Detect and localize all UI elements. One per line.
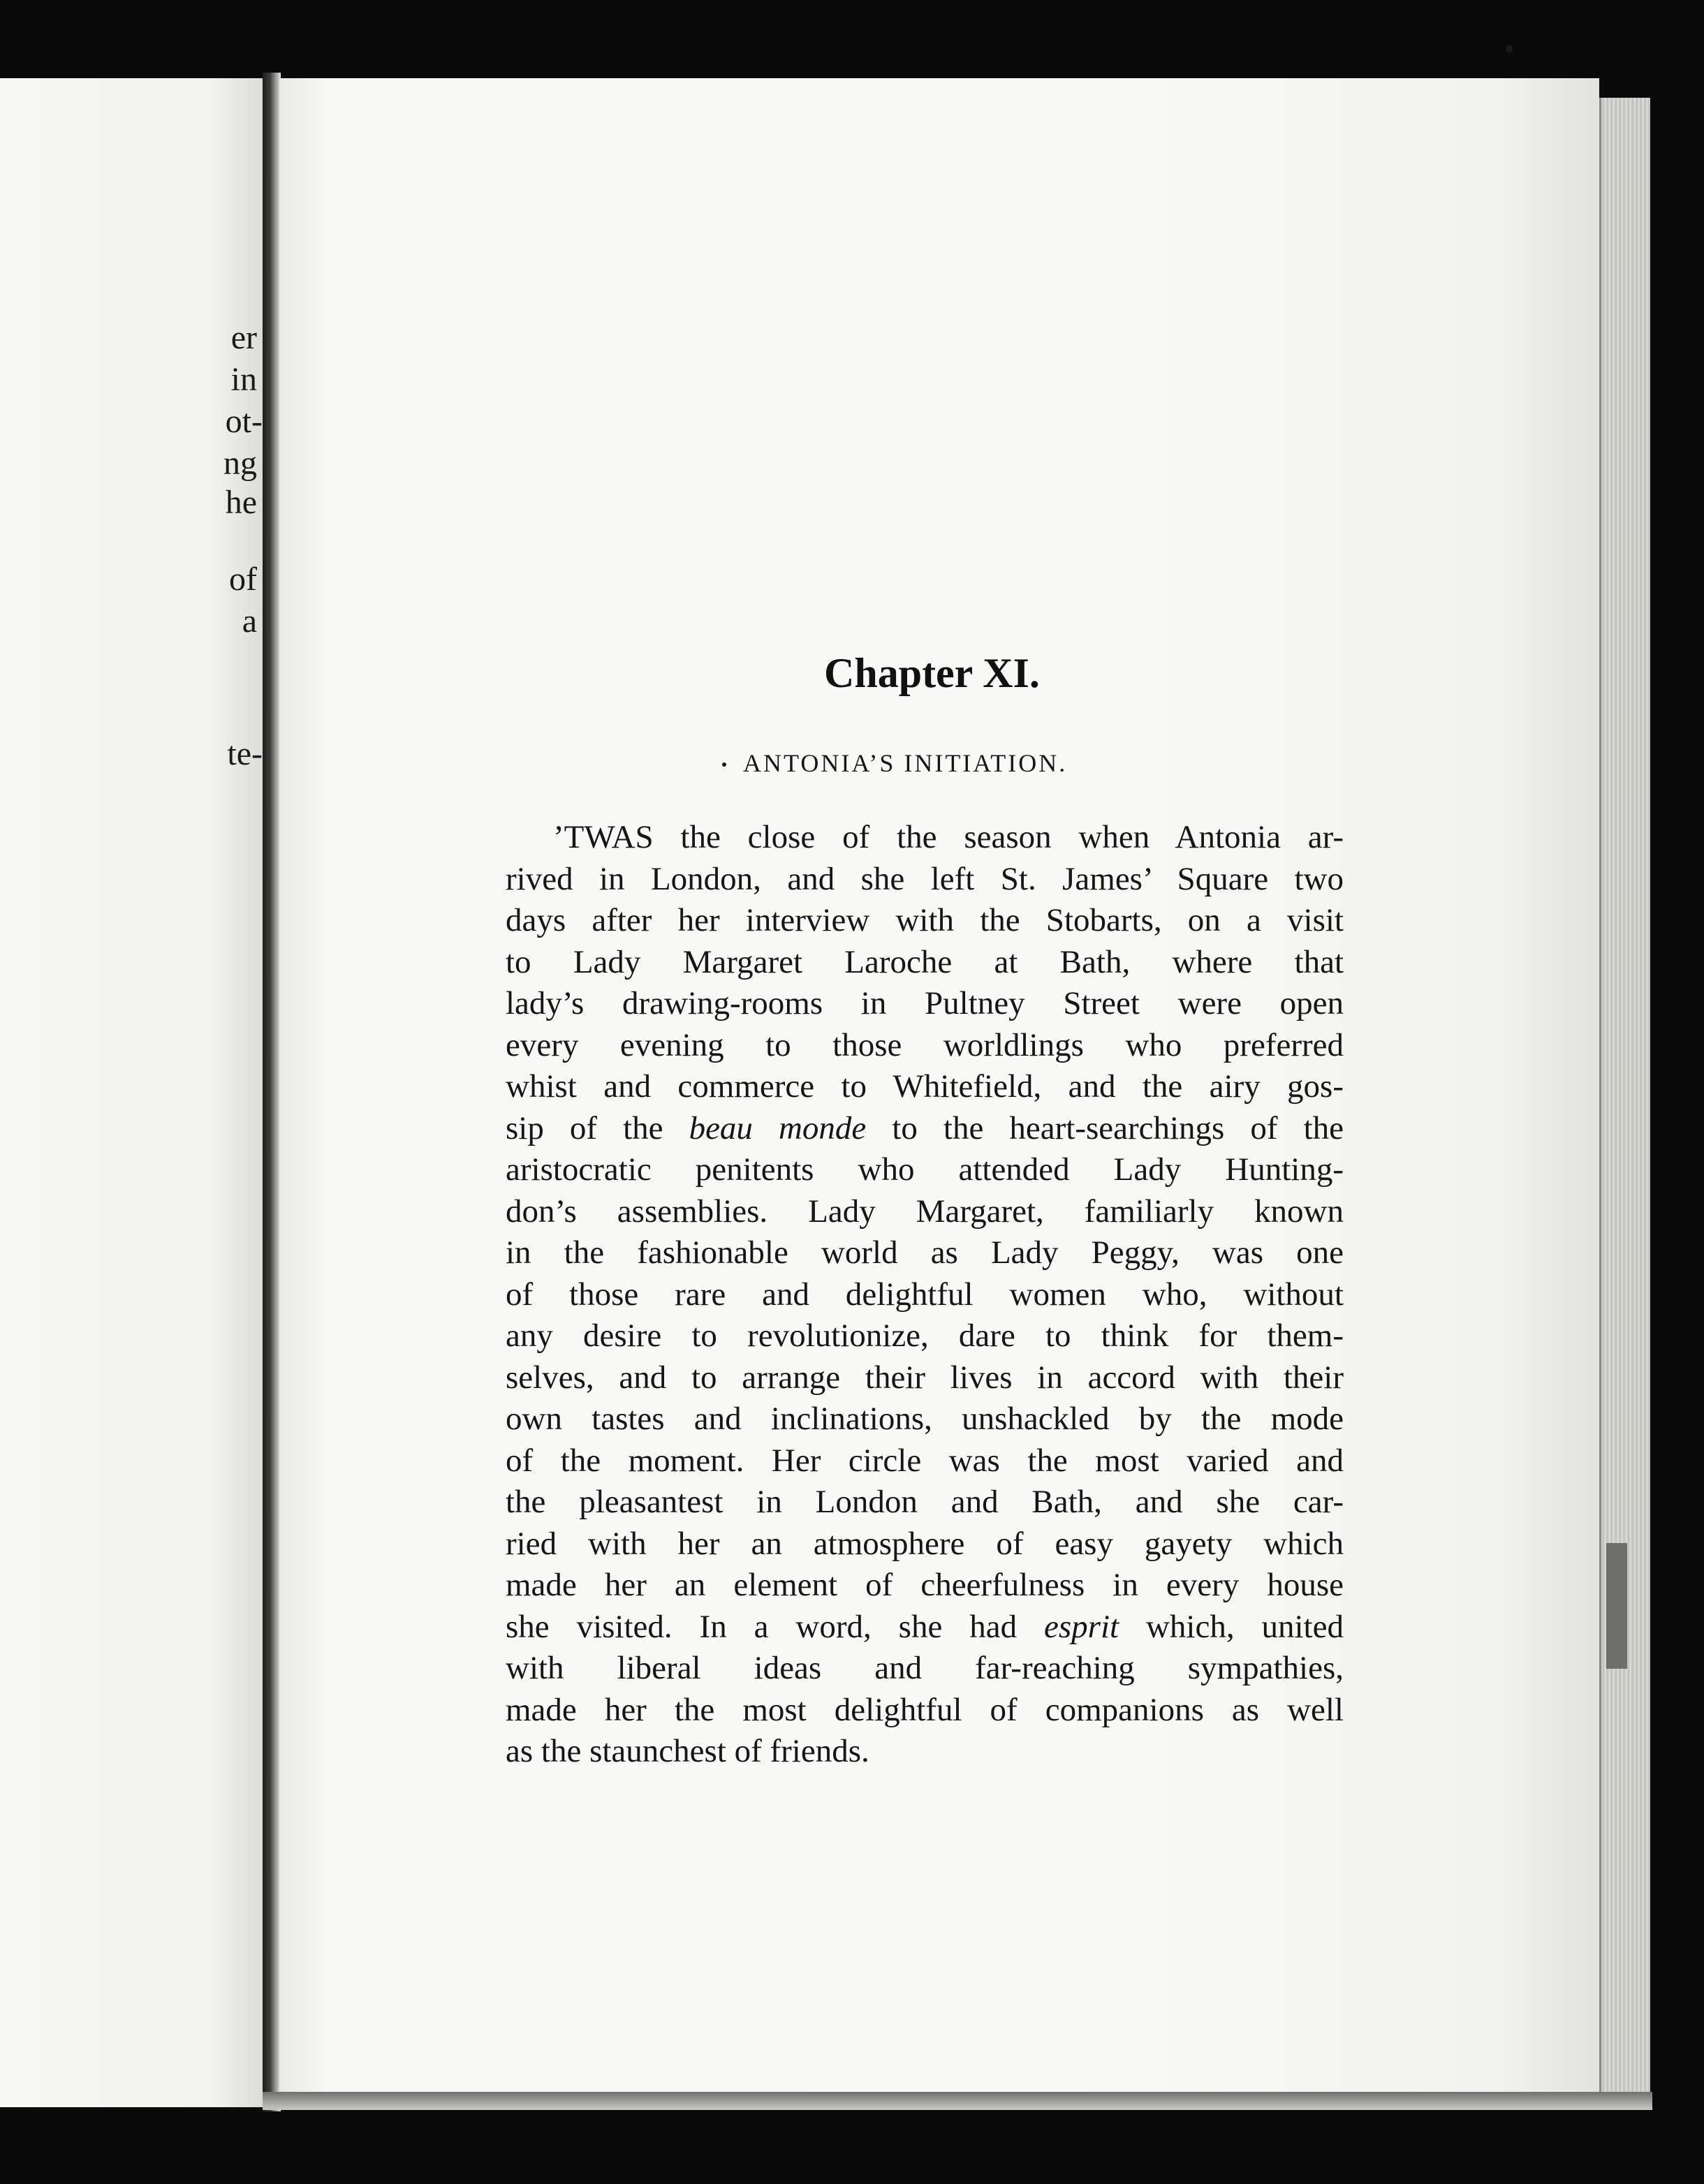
body-line: of the moment. Her circle was the most varied and bbox=[506, 1442, 1344, 1479]
left-page-fragment: a bbox=[242, 603, 257, 640]
body-line: ’TWAS the close of the season when Antonia ar- bbox=[553, 819, 1344, 855]
body-line: in the fashionable world as Lady Peggy, was one bbox=[506, 1234, 1344, 1271]
italic-phrase: esprit bbox=[1044, 1608, 1119, 1645]
body-line: the pleasantest in London and Bath, and she car- bbox=[506, 1484, 1344, 1520]
body-line: selves, and to arrange their lives in accord with their bbox=[506, 1359, 1344, 1396]
left-page-fragment: ng bbox=[223, 445, 257, 482]
body-line: of those rare and delightful women who, without bbox=[506, 1276, 1344, 1313]
left-page-fragment: te- bbox=[227, 735, 263, 772]
book-gutter bbox=[263, 73, 281, 2111]
body-line: own tastes and inclinations, unshackled by the mode bbox=[506, 1401, 1344, 1437]
body-line: don’s assemblies. Lady Margaret, familiarly known bbox=[506, 1193, 1344, 1230]
page-edge-shadow bbox=[1606, 1543, 1627, 1669]
body-line: every evening to those worldlings who preferred bbox=[506, 1026, 1344, 1063]
body-line: whist and commerce to Whitefield, and the airy gos- bbox=[506, 1068, 1344, 1105]
body-line: any desire to revolutionize, dare to think for them- bbox=[506, 1318, 1344, 1354]
body-line: made her an element of cheerfulness in every house bbox=[506, 1567, 1344, 1603]
scan-speck bbox=[1506, 45, 1513, 53]
italic-phrase: beau monde bbox=[689, 1109, 867, 1146]
chapter-body bbox=[506, 817, 1344, 1773]
chapter-title: Chapter XI. bbox=[824, 650, 1040, 696]
body-line: with liberal ideas and far-reaching sympathies, bbox=[506, 1650, 1344, 1686]
body-line: as the staunchest of friends. bbox=[506, 1733, 869, 1769]
left-page-fragment: he bbox=[225, 484, 257, 521]
left-page-fragment: er bbox=[230, 319, 257, 356]
scan-speck bbox=[722, 762, 726, 767]
body-line: made her the most delightful of companions as well bbox=[506, 1691, 1344, 1728]
body-line: aristocratic penitents who attended Lady Hunting- bbox=[506, 1151, 1344, 1188]
body-line: rived in London, and she left St. James’ Square two bbox=[506, 860, 1344, 897]
page-edges bbox=[1599, 98, 1650, 2109]
body-line: sip of the beau monde to the heart-searchings of the bbox=[506, 1109, 1344, 1146]
page-bottom-edge bbox=[263, 2092, 1652, 2110]
left-facing-page bbox=[0, 78, 263, 2107]
left-page-fragment: in bbox=[230, 361, 257, 398]
left-page-fragment: of bbox=[229, 561, 257, 598]
body-line: lady’s drawing-rooms in Pultney Street were open bbox=[506, 985, 1344, 1021]
left-page-fragment: ot- bbox=[225, 403, 263, 440]
body-line: she visited. In a word, she had esprit which, united bbox=[506, 1608, 1344, 1645]
chapter-subtitle: ANTONIA’S INITIATION. bbox=[743, 749, 1068, 777]
body-line: days after her interview with the Stobarts, on a visit bbox=[506, 902, 1344, 938]
body-line: to Lady Margaret Laroche at Bath, where that bbox=[506, 943, 1344, 980]
body-line: ried with her an atmosphere of easy gayety which bbox=[506, 1525, 1344, 1562]
